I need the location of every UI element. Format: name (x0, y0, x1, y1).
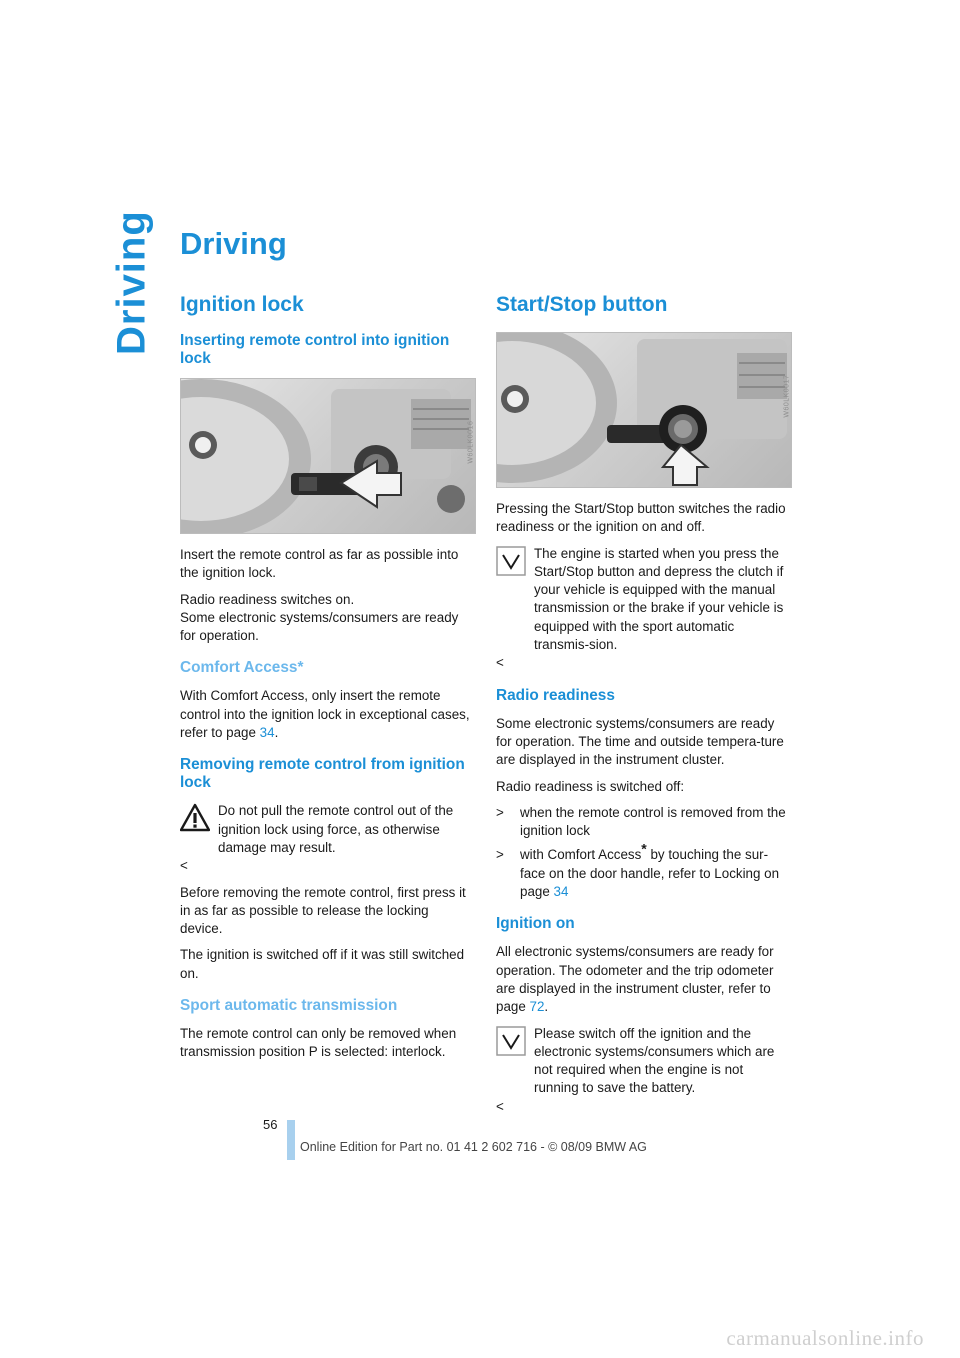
note-arrow-icon (496, 546, 526, 576)
paragraph: With Comfort Access, only insert the remote control into the ignition lock in exceptional cases, refer to page 34. (180, 688, 470, 741)
paragraph: All electronic systems/consumers are ready for operation. The odometer and the trip odometer are displayed in the instrument cluster, refer to page 72. (496, 944, 774, 1015)
ignition-lock-photo (180, 378, 476, 534)
sport-automatic-heading: Sport automatic transmission (180, 997, 398, 1015)
page-number: 56 (263, 1117, 278, 1132)
info-note: The engine is started when you press the Start/Stop button and depress the clutch if your vehicle is equipped with the manual transmission or the brake if your vehicle is equipped with the sport automatic transmis-sion. < (496, 545, 784, 671)
paragraph: Radio readiness switches on. (180, 591, 355, 607)
radio-readiness-heading: Radio readiness (496, 686, 615, 704)
page-link[interactable]: 34 (553, 884, 569, 900)
paragraph: The remote control can only be removed when transmission position P is selected: interlock. (180, 1026, 457, 1060)
paragraph: Radio readiness is switched off: (496, 778, 685, 794)
paragraph: Some electronic systems/consumers are ready for operation. (180, 609, 459, 644)
bullet-mark: > (496, 804, 504, 820)
bullet-mark: > (496, 847, 504, 863)
paragraph: Some electronic systems/consumers are ready for operation. The time and outside tempera-ture are displayed in the instrument cluster. (496, 715, 784, 768)
ignition-on-heading: Ignition on (496, 915, 575, 933)
side-chapter-tab: Driving (109, 210, 154, 356)
inserting-remote-heading: Inserting remote control into ignition lock (180, 332, 450, 367)
end-mark: < (496, 1098, 504, 1114)
comfort-access-heading: Comfort Access* (180, 659, 304, 677)
start-stop-photo (496, 332, 792, 488)
end-mark: < (180, 858, 188, 874)
footer-edition-text: Online Edition for Part no. 01 41 2 602 716 - © 08/09 BMW AG (300, 1140, 647, 1154)
photo-code: W60LK0017 (783, 374, 791, 418)
list-item: > with Comfort Access* by touching the sur-face on the door handle, refer to Locking on page 34 (496, 840, 780, 900)
info-note: Please switch off the ignition and the electronic systems/consumers which are not required when the engine is not running to save the battery. < (496, 1025, 775, 1114)
paragraph: Insert the remote control as far as possible into the ignition lock. (180, 547, 459, 581)
photo-code: W60LK0016 (467, 420, 475, 464)
watermark: carmanualsonline.info (726, 1326, 924, 1350)
warning-note: Do not pull the remote control out of the ignition lock using force, as otherwise damage may result. < (180, 803, 454, 874)
paragraph: The ignition is switched off if it was still switched on. (180, 947, 465, 981)
footer-bar (287, 1120, 295, 1160)
page-link[interactable]: 72 (529, 999, 545, 1015)
left-column (180, 292, 474, 1070)
warning-triangle-icon (180, 803, 210, 833)
optional-equipment-star: * (641, 840, 647, 857)
page-link[interactable]: 34 (259, 725, 275, 741)
paragraph: Before removing the remote control, first press it in as far as possible to release the locking device. (180, 884, 466, 937)
right-column (496, 292, 790, 1116)
note-arrow-icon (496, 1026, 526, 1056)
end-mark: < (496, 655, 504, 671)
list-item: > when the remote control is removed from the ignition lock (496, 804, 786, 839)
removing-remote-heading: Removing remote control from ignition lock (180, 756, 465, 792)
ignition-lock-heading: Ignition lock (180, 293, 304, 316)
page-title: Driving (180, 226, 287, 261)
paragraph: Pressing the Start/Stop button switches the radio readiness or the ignition on and off. (496, 501, 786, 535)
start-stop-heading: Start/Stop button (496, 293, 668, 316)
